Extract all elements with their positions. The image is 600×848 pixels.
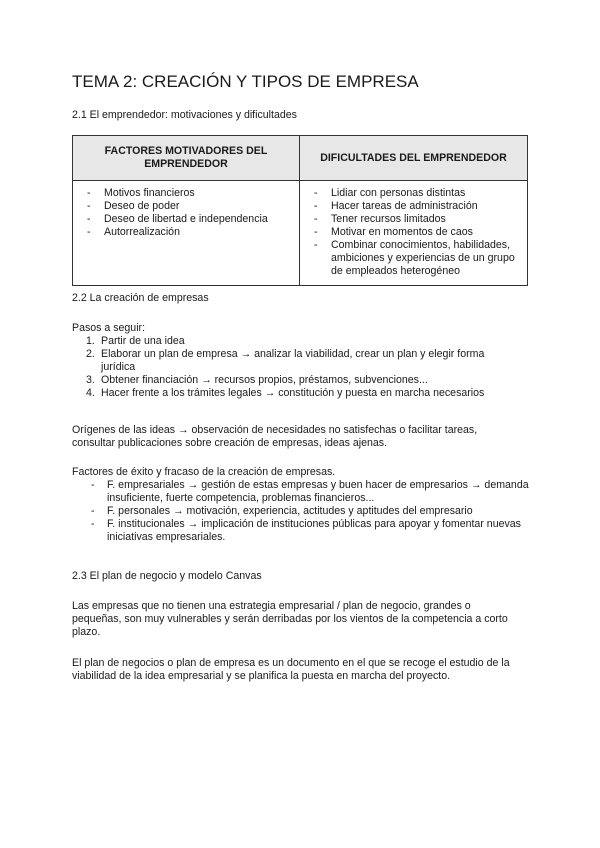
difficulties-cell xyxy=(300,181,528,286)
steps-list xyxy=(72,335,532,400)
ideas-origin-paragraph: Orígenes de las ideas → observación de necesidades no satisfechas o facilitar tareas, consultar publicaciones sobre creación de empresas, ideas ajenas. xyxy=(72,424,478,449)
table-header-motivators: FACTORES MOTIVADORES DEL EMPRENDEDOR xyxy=(73,136,300,181)
list-item: - Motivos financieros xyxy=(81,187,291,200)
list-item: - F. institucionales → implicación de instituciones públicas para apoyar y fomentar nuevas iniciativas empresariales. xyxy=(72,518,532,544)
list-item: 3. Obtener financiación → recursos propios, préstamos, subvenciones... xyxy=(86,374,428,386)
steps-block xyxy=(72,322,532,400)
strategy-paragraph: Las empresas que no tienen una estrategia empresarial / plan de negocio, grandes o pequeñas, son muy vulnerables y serán derribadas por los vientos de la competencia a corto plazo. xyxy=(72,600,508,638)
steps-intro: Pasos a seguir: xyxy=(72,322,146,334)
section-2-heading: 2.2 La creación de empresas xyxy=(72,292,209,304)
list-item: 1. Partir de una idea xyxy=(86,335,185,347)
difficulties-list xyxy=(308,187,519,278)
list-item: 4. Hacer frente a los trámites legales → constitución y puesta en marcha necesarios xyxy=(86,387,485,399)
entrepreneur-table xyxy=(72,135,528,286)
section-1-heading: 2.1 El emprendedor: motivaciones y dificultades xyxy=(72,109,297,121)
section-3-heading: 2.3 El plan de negocio y modelo Canvas xyxy=(72,570,262,582)
motivators-cell xyxy=(73,181,300,286)
list-item: 2. Elaborar un plan de empresa → analizar la viabilidad, crear un plan y elegir forma jurídica xyxy=(86,348,485,373)
list-item: - F. personales → motivación, experiencia, actitudes y aptitudes del empresario xyxy=(72,505,532,518)
list-item: - Motivar en momentos de caos xyxy=(308,226,519,239)
list-item: - Lidiar con personas distintas xyxy=(308,187,519,200)
motivators-list xyxy=(81,187,291,239)
list-item: - Tener recursos limitados xyxy=(308,213,519,226)
list-item: - Deseo de libertad e independencia xyxy=(81,213,291,226)
page-title: TEMA 2: CREACIÓN Y TIPOS DE EMPRESA xyxy=(72,72,419,91)
factors-intro: Factores de éxito y fracaso de la creación de empresas. xyxy=(72,466,336,478)
factors-block xyxy=(72,466,532,544)
list-item: - Deseo de poder xyxy=(81,200,291,213)
list-item: - F. empresariales → gestión de estas empresas y buen hacer de empresarios → demanda insuficiente, fuerte competencia, problemas financieros... xyxy=(72,479,532,505)
table-header-difficulties: DIFICULTADES DEL EMPRENDEDOR xyxy=(300,136,528,181)
list-item: - Combinar conocimientos, habilidades, ambiciones y experiencias de un grupo de empleados heterogéneo xyxy=(308,239,519,278)
factors-list xyxy=(72,479,532,544)
list-item: - Hacer tareas de administración xyxy=(308,200,519,213)
business-plan-paragraph: El plan de negocios o plan de empresa es un documento en el que se recoge el estudio de la viabilidad de la idea empresarial y se planifica la puesta en marcha del proyecto. xyxy=(72,657,510,682)
list-item: - Autorrealización xyxy=(81,226,291,239)
